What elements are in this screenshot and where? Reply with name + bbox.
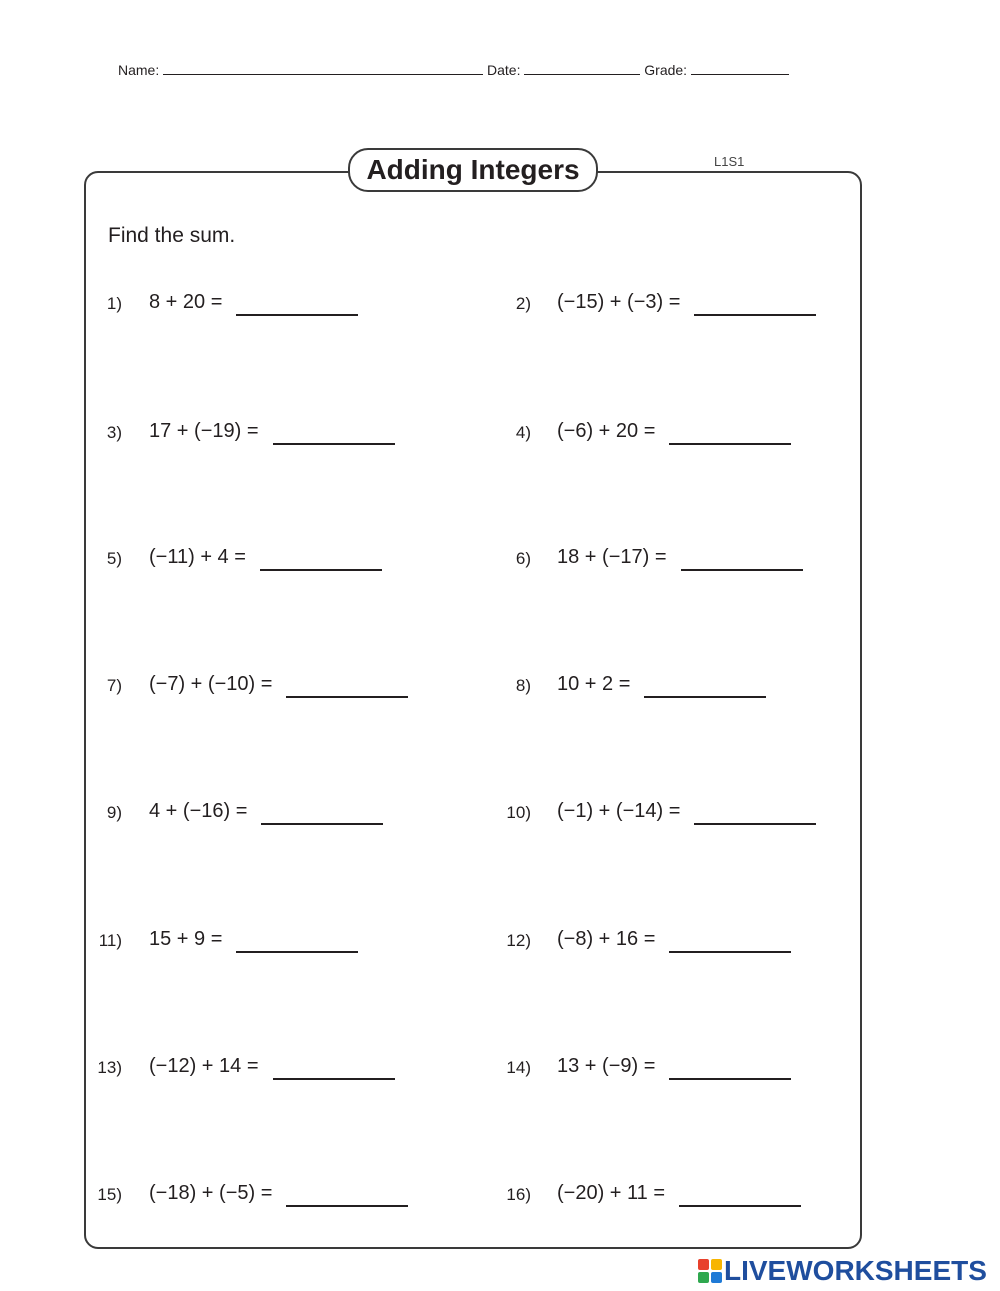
problem-expression: 10 + 2 = xyxy=(557,673,631,695)
answer-field[interactable] xyxy=(286,1201,408,1207)
answer-field[interactable] xyxy=(261,819,383,825)
problem-number: 4) xyxy=(515,423,531,442)
problem-number: 14) xyxy=(506,1058,531,1077)
problem-expression: 17 + (−19) = xyxy=(149,420,259,442)
problem-expression: 18 + (−17) = xyxy=(557,546,667,568)
problem-item xyxy=(149,1182,408,1207)
problem-number: 16) xyxy=(506,1185,531,1204)
problem-expression: 8 + 20 = xyxy=(149,291,223,313)
answer-field[interactable] xyxy=(260,565,382,571)
problem-item xyxy=(557,291,816,316)
answer-field[interactable] xyxy=(273,1074,395,1080)
name-field[interactable] xyxy=(163,60,483,75)
problem-number: 12) xyxy=(506,931,531,950)
answer-field[interactable] xyxy=(286,692,408,698)
problem-number: 8) xyxy=(515,676,531,695)
problem-expression: (−6) + 20 = xyxy=(557,420,656,442)
answer-field[interactable] xyxy=(273,439,395,445)
problem-expression: (−7) + (−10) = xyxy=(149,673,273,695)
problem-number: 2) xyxy=(515,294,531,313)
answer-field[interactable] xyxy=(669,1074,791,1080)
problem-item xyxy=(557,1055,791,1080)
grade-label: Grade: xyxy=(644,62,688,78)
problem-number: 6) xyxy=(515,549,531,568)
liveworksheets-logo-icon xyxy=(698,1259,722,1283)
problem-item xyxy=(149,928,358,953)
name-label: Name: xyxy=(118,62,160,78)
problem-item xyxy=(557,546,803,571)
answer-field[interactable] xyxy=(694,310,816,316)
problem-item xyxy=(149,420,395,445)
liveworksheets-logo xyxy=(698,1255,987,1285)
problem-number: 5) xyxy=(106,549,122,568)
problem-number: 1) xyxy=(106,294,122,313)
problem-item xyxy=(557,1182,801,1207)
problem-expression: 4 + (−16) = xyxy=(149,800,248,822)
answer-field[interactable] xyxy=(669,439,791,445)
problem-number: 10) xyxy=(506,803,531,822)
problem-number: 11) xyxy=(98,931,122,950)
worksheet-title: Adding Integers xyxy=(348,148,598,192)
worksheet-code: L1S1 xyxy=(714,154,745,169)
answer-field[interactable] xyxy=(679,1201,801,1207)
problem-expression: 15 + 9 = xyxy=(149,928,223,950)
answer-field[interactable] xyxy=(236,947,358,953)
problem-expression: (−1) + (−14) = xyxy=(557,800,681,822)
problem-expression: (−12) + 14 = xyxy=(149,1055,259,1077)
student-info-header xyxy=(118,60,789,78)
problem-expression: (−15) + (−3) = xyxy=(557,291,681,313)
problem-number: 15) xyxy=(97,1185,122,1204)
problem-number: 3) xyxy=(106,423,122,442)
problem-item xyxy=(557,928,791,953)
grade-field[interactable] xyxy=(691,60,789,75)
date-field[interactable] xyxy=(524,60,640,75)
problem-number: 7) xyxy=(106,676,122,695)
instruction-text: Find the sum. xyxy=(108,224,236,247)
problem-expression: (−20) + 11 = xyxy=(557,1182,666,1204)
answer-field[interactable] xyxy=(236,310,358,316)
problem-item xyxy=(557,800,816,825)
problem-number: 9) xyxy=(106,803,122,822)
answer-field[interactable] xyxy=(644,692,766,698)
problem-item xyxy=(149,800,383,825)
problem-item xyxy=(557,420,791,445)
problem-item xyxy=(149,673,408,698)
problem-item xyxy=(557,673,766,698)
logo-text: LIVEWORKSHEETS xyxy=(724,1255,987,1286)
problem-item xyxy=(149,1055,395,1080)
problem-item xyxy=(149,546,382,571)
problem-expression: (−18) + (−5) = xyxy=(149,1182,273,1204)
answer-field[interactable] xyxy=(669,947,791,953)
problem-item xyxy=(149,291,358,316)
answer-field[interactable] xyxy=(681,565,803,571)
worksheet-frame xyxy=(84,171,862,1249)
problem-number: 13) xyxy=(97,1058,122,1077)
problem-expression: (−11) + 4 = xyxy=(149,546,246,568)
problem-expression: (−8) + 16 = xyxy=(557,928,656,950)
answer-field[interactable] xyxy=(694,819,816,825)
date-label: Date: xyxy=(487,62,521,78)
problem-expression: 13 + (−9) = xyxy=(557,1055,656,1077)
